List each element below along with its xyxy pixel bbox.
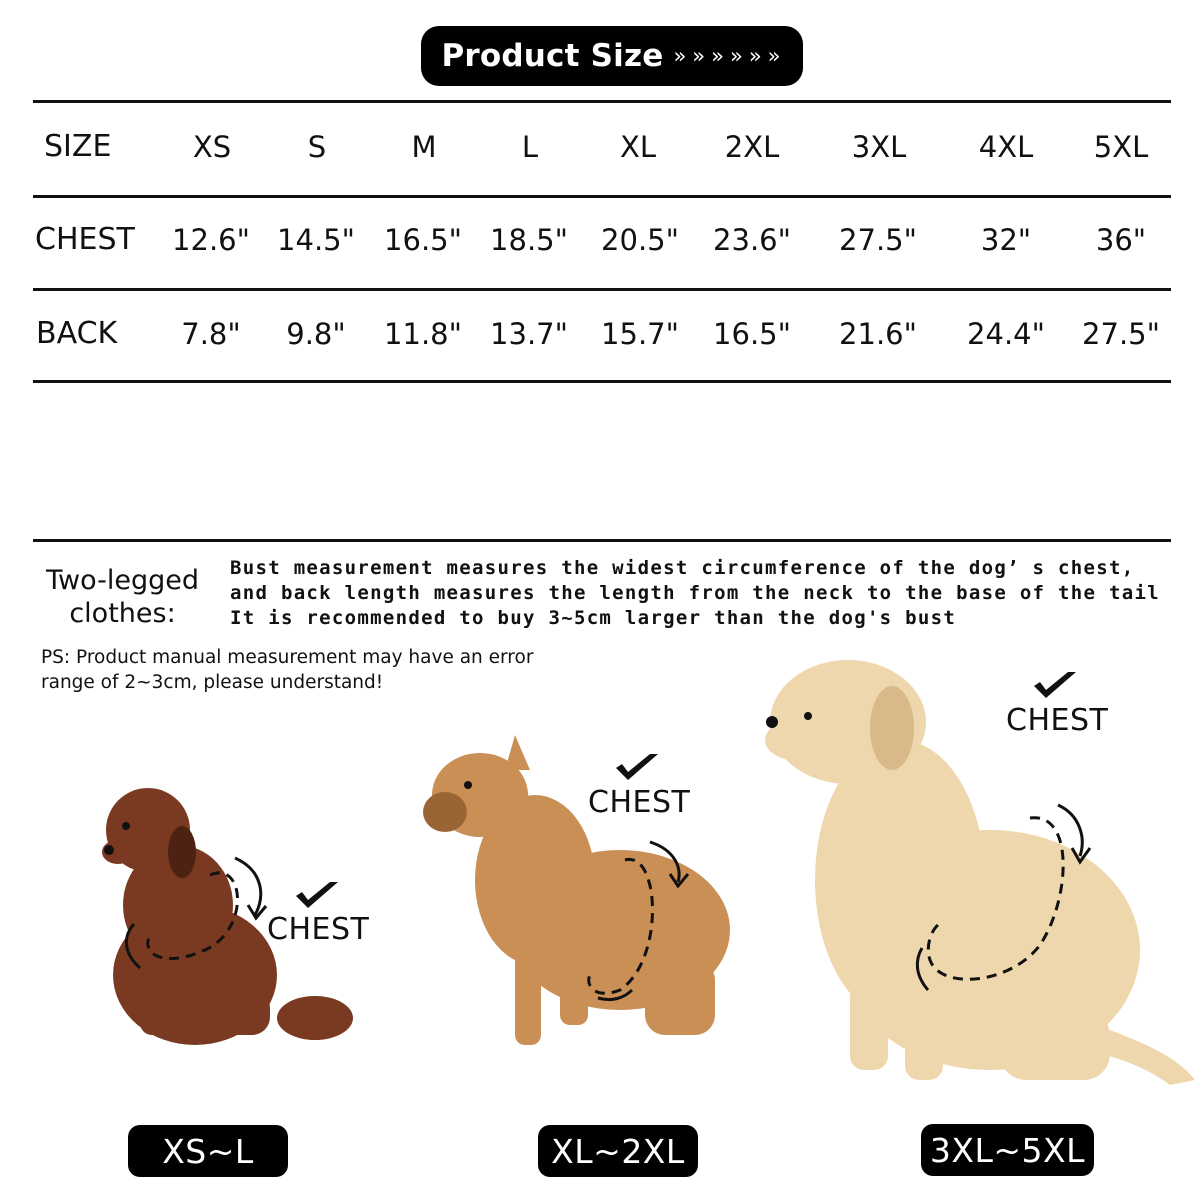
size-cell: XS [192, 130, 232, 164]
check-icon [612, 750, 662, 786]
table-divider [33, 195, 1171, 198]
notes-title-line: clothes: [69, 598, 176, 629]
chest-cell: 12.6" [172, 223, 250, 257]
size-cell: S [307, 130, 327, 164]
chest-cell: 23.6" [713, 223, 791, 257]
size-cell: 5XL [1093, 130, 1149, 164]
size-range-badge: 3XL~5XL [921, 1124, 1094, 1176]
title-text: Product Size [441, 38, 664, 74]
ps-note-line: range of 2~3cm, please understand! [41, 672, 384, 693]
notes-line: Bust measurement measures the widest circumference of the dog’ s chest, [230, 557, 1135, 579]
back-cell: 15.7" [601, 317, 679, 351]
size-range-badge: XL~2XL [538, 1125, 698, 1177]
bulldog-illustration [423, 735, 730, 1045]
chevron-right-icon: »»»»»» [673, 44, 787, 68]
chest-cell: 20.5" [601, 223, 679, 257]
table-divider [33, 288, 1171, 291]
back-cell: 16.5" [713, 317, 791, 351]
chest-row [0, 220, 1200, 260]
notes-line: and back length measures the length from the neck to the base of the tail [230, 582, 1160, 604]
back-cell: 7.8" [181, 317, 241, 351]
check-icon [292, 878, 342, 914]
size-cell: 4XL [978, 130, 1034, 164]
table-divider [33, 380, 1171, 383]
check-icon [1030, 668, 1080, 704]
notes-line: It is recommended to buy 3~5cm larger than the dog's bust [230, 607, 957, 629]
back-cell: 13.7" [490, 317, 568, 351]
chest-cell: 18.5" [490, 223, 568, 257]
back-row [0, 314, 1200, 354]
ps-note-line: PS: Product manual measurement may have an error [41, 647, 534, 668]
chest-label: CHEST [267, 912, 370, 947]
size-cell: 2XL [724, 130, 780, 164]
product-size-title [421, 26, 803, 86]
retriever-illustration [765, 660, 1195, 1085]
chest-cell: 14.5" [277, 223, 355, 257]
back-cell: 11.8" [384, 317, 462, 351]
notes-title-line: Two-legged [45, 565, 199, 596]
notes-title [40, 564, 205, 630]
size-range-badge: XS~L [128, 1125, 288, 1177]
size-cell: 3XL [851, 130, 907, 164]
back-cell: 9.8" [286, 317, 346, 351]
notes-divider [33, 539, 1171, 542]
size-cell: M [411, 130, 437, 164]
table-divider [33, 100, 1171, 103]
row-label-size: SIZE [44, 129, 112, 164]
chest-label: CHEST [588, 785, 691, 820]
chest-cell: 36" [1095, 223, 1147, 257]
chest-label: CHEST [1006, 703, 1109, 738]
row-label-chest: CHEST [35, 222, 135, 257]
size-header-row [0, 127, 1200, 167]
chest-cell: 16.5" [384, 223, 462, 257]
back-cell: 21.6" [839, 317, 917, 351]
chest-cell: 27.5" [839, 223, 917, 257]
size-cell: L [521, 130, 539, 164]
row-label-back: BACK [36, 316, 118, 351]
back-cell: 27.5" [1082, 317, 1160, 351]
back-cell: 24.4" [967, 317, 1045, 351]
size-cell: XL [619, 130, 657, 164]
notes-body [230, 556, 1180, 631]
chest-cell: 32" [980, 223, 1032, 257]
